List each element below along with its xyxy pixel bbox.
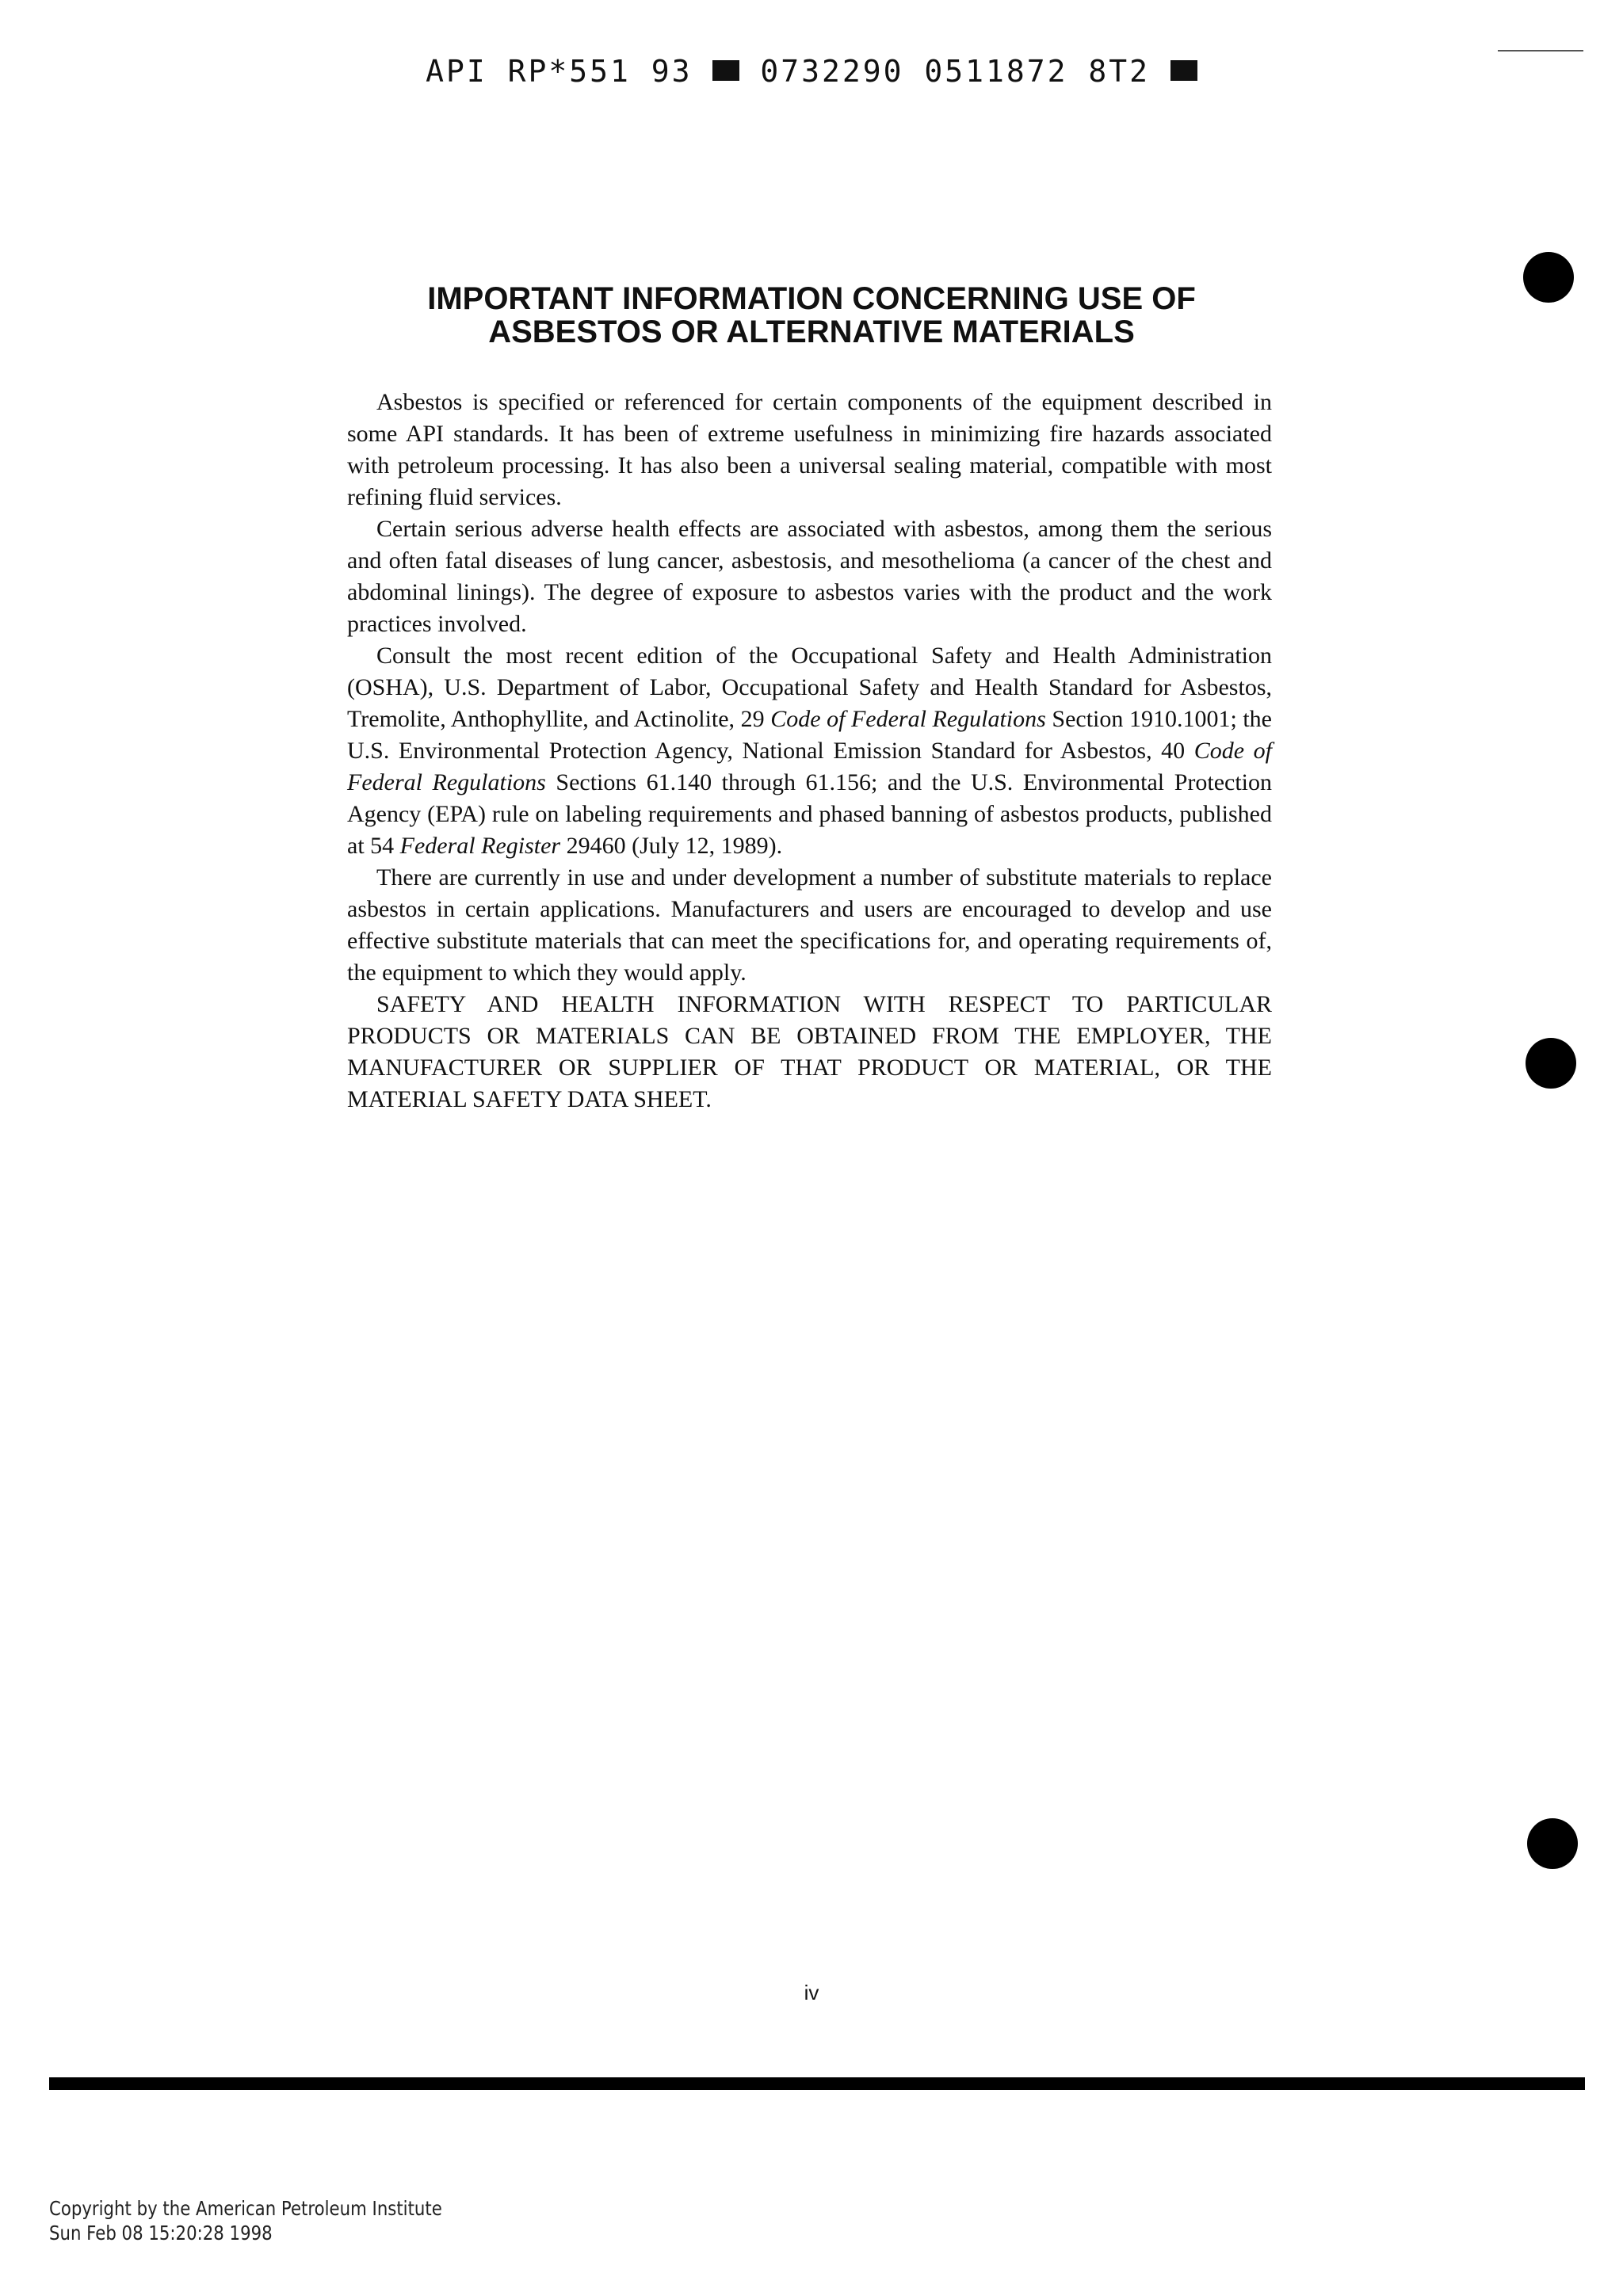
cfr-citation: Code of Federal Regulations bbox=[770, 706, 1046, 732]
punch-hole bbox=[1526, 1038, 1576, 1089]
regulations-text-b: Section 1910.1001; the U.S. Environmental Protection Agency, National Emission Standard for Asbestos, 40 bbox=[347, 706, 1272, 764]
paragraph-substitutes: There are currently in use and under development a number of substitute materials to replace asbestos in certain applications. Manufacturers and users are encouraged to develop and use effective substitute materials that can meet the specifications for, and operating requirements of, the equipment to which they would apply. bbox=[347, 864, 1272, 986]
document-code-header bbox=[0, 54, 1623, 89]
copyright-footer bbox=[49, 2196, 442, 2245]
bottom-rule bbox=[49, 2077, 1585, 2090]
federal-register-citation: Federal Register bbox=[399, 833, 561, 859]
header-code-part2: 0732290 0511872 8T2 bbox=[760, 54, 1150, 89]
page-title-line2: ASBESTOS OR ALTERNATIVE MATERIALS bbox=[488, 315, 1135, 349]
timestamp-line: Sun Feb 08 15:20:28 1998 bbox=[49, 2222, 273, 2245]
header-block-mark bbox=[1170, 60, 1197, 81]
header-code-part1: API RP*551 93 bbox=[426, 54, 693, 89]
page-title-line1: IMPORTANT INFORMATION CONCERNING USE OF bbox=[427, 281, 1196, 316]
punch-hole bbox=[1523, 252, 1574, 303]
page-number: iv bbox=[804, 1981, 819, 2004]
paragraph-asbestos-use: Asbestos is specified or referenced for certain components of the equipment described in some API standards. It has been of extreme usefulness in minimizing fire hazards associated with petroleum processing. It has also been a universal sealing material, compatible with most refining fluid services. bbox=[347, 389, 1272, 510]
cfr-citation: Code of Federal Regulations bbox=[347, 738, 1272, 795]
body-text bbox=[347, 387, 1272, 1116]
copyright-line: Copyright by the American Petroleum Institute bbox=[49, 2197, 442, 2220]
paragraph-health-effects: Certain serious adverse health effects are associated with asbestos, among them the serious and often fatal diseases of lung cancer, asbestosis, and mesothelioma (a cancer of the chest and abdominal linings). The degree of exposure to asbestos varies with the product and the work practices involved. bbox=[347, 516, 1272, 637]
top-right-rule bbox=[1498, 50, 1583, 51]
paragraph-safety-info: SAFETY AND HEALTH INFORMATION WITH RESPECT TO PARTICULAR PRODUCTS OR MATERIALS CAN BE OBTAINED FROM THE EMPLOYER, THE MANUFACTURER OR SUPPLIER OF THAT PRODUCT OR MATERIAL, OR THE MATERIAL SAFETY DATA SHEET. bbox=[347, 991, 1272, 1112]
punch-hole bbox=[1527, 1818, 1578, 1869]
header-block-mark bbox=[712, 60, 739, 81]
regulations-text-a: Consult the most recent edition of the Occupational Safety and Health Administration (OSHA), U.S. Department of Labor, Occupational Safety and Health Standard for Asbestos, Tremolite, Anthophyllite, and Actinolite, 29 bbox=[347, 643, 1272, 732]
paragraph-regulations bbox=[347, 640, 1272, 862]
regulations-text-c: Sections 61.140 through 61.156; and the U.S. Environmental Protection Agency (EPA) rule on labeling requirements and phased banning of asbestos products, published at 54 bbox=[347, 769, 1272, 859]
regulations-text-d: 29460 (July 12, 1989). bbox=[560, 833, 783, 859]
